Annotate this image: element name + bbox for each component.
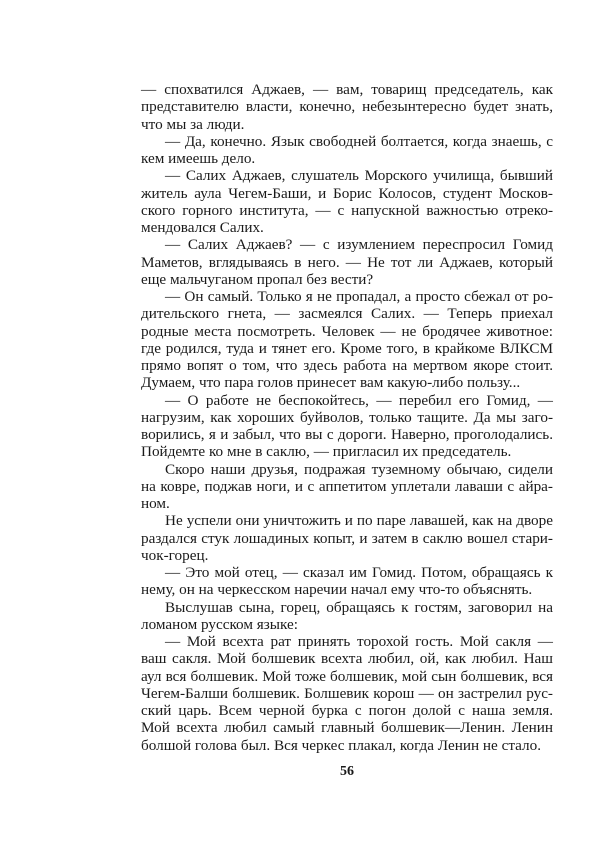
text-line: еще мальчуганом пропал без вести? [141, 270, 374, 288]
text-line: на ковре, поджав ноги, и с аппетитом уплетали лаваши с айра- [141, 477, 553, 495]
text-line: Не успели они уничтожить и по паре лавашей, как на дворе [165, 512, 553, 530]
text-line: — Да, конечно. Язык свободней болтается, когда знаешь, с [165, 132, 553, 150]
paragraph [141, 633, 553, 754]
text-line: раздался стук лошадиных копыт, и затем в саклю вошел стари- [141, 529, 553, 547]
paragraph [141, 133, 553, 168]
text-line: болшой голова был. Вся черкес плакал, когда Ленин не стало. [141, 736, 541, 754]
text-line: Пойдемте ко мне в саклю, — пригласил их председатель. [141, 443, 512, 461]
paragraph [141, 236, 553, 288]
text-line: нагрузим, как хороших буйволов, только тащите. Да мы заго- [141, 408, 553, 426]
text-line: ном. [141, 495, 170, 512]
paragraph [141, 461, 553, 513]
text-line: — Салих Аджаев, слушатель Морского училища, бывший [165, 167, 553, 185]
text-line: аул вся болшевик. Мой тоже болшевик, мой сын болшевик, вся [141, 667, 553, 685]
text-line: чок-горец. [141, 546, 209, 564]
text-line: — Мой всехта рат принять торохой гость. Мой сакля — [165, 633, 553, 650]
text-line: Маметов, вглядываясь в него. — Не тот ли Аджаев, который [141, 253, 553, 271]
text-line: — Он самый. Только я не пропадал, а просто сбежал от ро- [165, 288, 553, 305]
text-line: где родился, туда и тянет его. Кроме того, в крайкоме ВЛКСМ [141, 339, 553, 357]
text-line: ваш сакля. Мой болшевик всехта любил, ой, как любил. Наш [141, 650, 553, 668]
text-line: дительского гнета, — засмеялся Салих. — Теперь приехал [141, 305, 553, 323]
text-line: нему, он на черкесском наречии начал ему что-то объяснять. [141, 581, 533, 599]
text-line: прямо вопят о том, что здесь работа на мертвом якоре стоит. [141, 357, 553, 374]
text-line: — Это мой отец, — сказал им Гомид. Потом, обращаясь к [165, 564, 553, 581]
text-line: что мы за люди. [141, 115, 245, 133]
text-line: Выслушав сына, горец, обращаясь к гостям, заговорил на [165, 598, 553, 616]
text-line: представителю власти, конечно, небезынтересно будет знать, [141, 98, 553, 116]
text-line: Скоро наши друзья, подражая туземному обычаю, сидели [165, 460, 553, 478]
paragraph [141, 167, 553, 236]
text-line: мендовался Салих. [141, 219, 264, 236]
text-line: ломаном русском языке: [141, 615, 298, 633]
paragraph [141, 564, 553, 599]
text-line: Думаем, что пара голов принесет вам какую-либо пользу... [141, 374, 521, 392]
paragraph [141, 512, 553, 564]
text-line: ский царь. Всем черной бурка с погон долой с наша земля. [141, 702, 553, 719]
text-line: — Салих Аджаев? — с изумлением переспросил Гомид [165, 236, 553, 254]
page-number: 56 [340, 764, 354, 779]
paragraph [141, 81, 553, 133]
text-line: Мой всехта любил самый главный болшевик—Ленин. Ленин [141, 719, 553, 737]
page-body-text [141, 81, 553, 754]
text-line: — О работе не беспокойтесь, — перебил его Гомид, — [165, 391, 553, 409]
paragraph [141, 599, 553, 634]
text-line: Чегем-Балши болшевик. Болшевик корош — он застрелил рус- [141, 684, 553, 702]
text-line: кем имеешь дело. [141, 150, 256, 167]
text-line: — спохватился Аджаев, — вам, товарищ председатель, как [141, 81, 553, 98]
paragraph [141, 392, 553, 461]
text-line: житель аула Чегем-Баши, и Борис Колосов, студент Москов- [141, 184, 553, 202]
text-line: родные места посмотреть. Человек — не бродячее животное: [141, 322, 553, 340]
text-line: ворились, я и забыл, что вы с дороги. Наверно, проголодались. [141, 426, 553, 443]
text-line: ского горного института, — с напускной важностью отреко- [141, 201, 553, 219]
paragraph [141, 288, 553, 392]
